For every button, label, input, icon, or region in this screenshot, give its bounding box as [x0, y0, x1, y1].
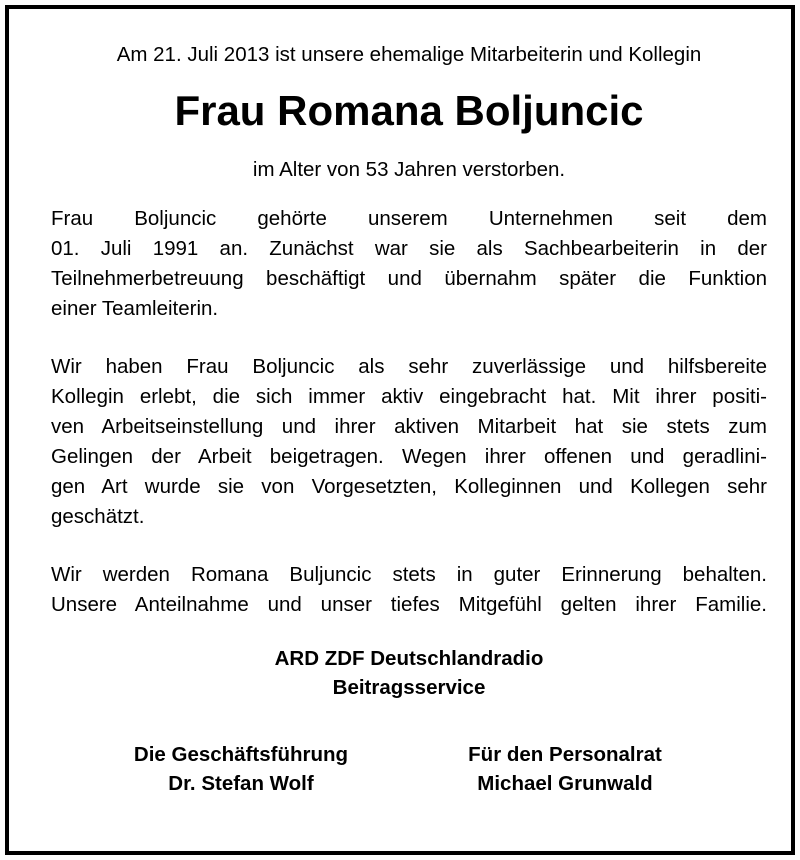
- notice-content: [51, 31, 767, 800]
- paragraph-appreciation: [51, 352, 767, 532]
- paragraph-line: 01. Juli 1991 an. Zunächst war sie als Sachbearbeiterin in der: [51, 237, 767, 260]
- paragraph-line: geschätzt.: [51, 505, 145, 528]
- organization-subname: Beitragsservice: [332, 676, 486, 699]
- signature-title: Die Geschäftsführung: [133, 743, 349, 766]
- age-line: im Alter von 53 Jahren verstorben.: [252, 158, 566, 181]
- paragraph-line: ven Arbeitseinstellung und ihrer aktiven Mitarbeit hat sie stets zum: [51, 415, 767, 438]
- paragraph-line: Gelingen der Arbeit beigetragen. Wegen ihrer offenen und geradlini-: [51, 445, 767, 468]
- signature-staff-council: [435, 740, 695, 798]
- paragraph-line: einer Teamleiterin.: [51, 297, 219, 320]
- signature-name: Dr. Stefan Wolf: [168, 772, 314, 795]
- organization-name: ARD ZDF Deutschlandradio: [274, 647, 544, 670]
- paragraph-line: gen Art wurde sie von Vorgesetzten, Kolleginnen und Kollegen sehr: [51, 475, 767, 498]
- signature-title: Für den Personalrat: [468, 743, 662, 766]
- paragraph-line: Kollegin erlebt, die sich immer aktiv eingebracht hat. Mit ihrer positi-: [51, 385, 767, 408]
- signature-block: [51, 740, 767, 800]
- paragraph-line: Frau Boljuncic gehörte unserem Unternehmen seit dem: [51, 207, 767, 230]
- signature-management: [111, 740, 371, 798]
- organization-block: [51, 644, 767, 702]
- paragraph-line: Unsere Anteilnahme und unser tiefes Mitgefühl gelten ihrer Familie.: [51, 593, 767, 616]
- paragraph-line: Wir haben Frau Boljuncic als sehr zuverlässige und hilfsbereite: [51, 355, 767, 378]
- paragraph-line: Wir werden Romana Buljuncic stets in guter Erinnerung behalten.: [51, 563, 767, 586]
- deceased-name: Frau Romana Boljuncic: [174, 87, 644, 134]
- intro-line: Am 21. Juli 2013 ist unsere ehemalige Mitarbeiterin und Kollegin: [116, 43, 702, 66]
- signature-name: Michael Grunwald: [477, 772, 653, 795]
- paragraph-line: Teilnehmerbetreuung beschäftigt und übernahm später die Funktion: [51, 267, 767, 290]
- paragraph-condolence: [51, 560, 767, 620]
- paragraph-career: [51, 204, 767, 324]
- obituary-notice: [5, 5, 795, 855]
